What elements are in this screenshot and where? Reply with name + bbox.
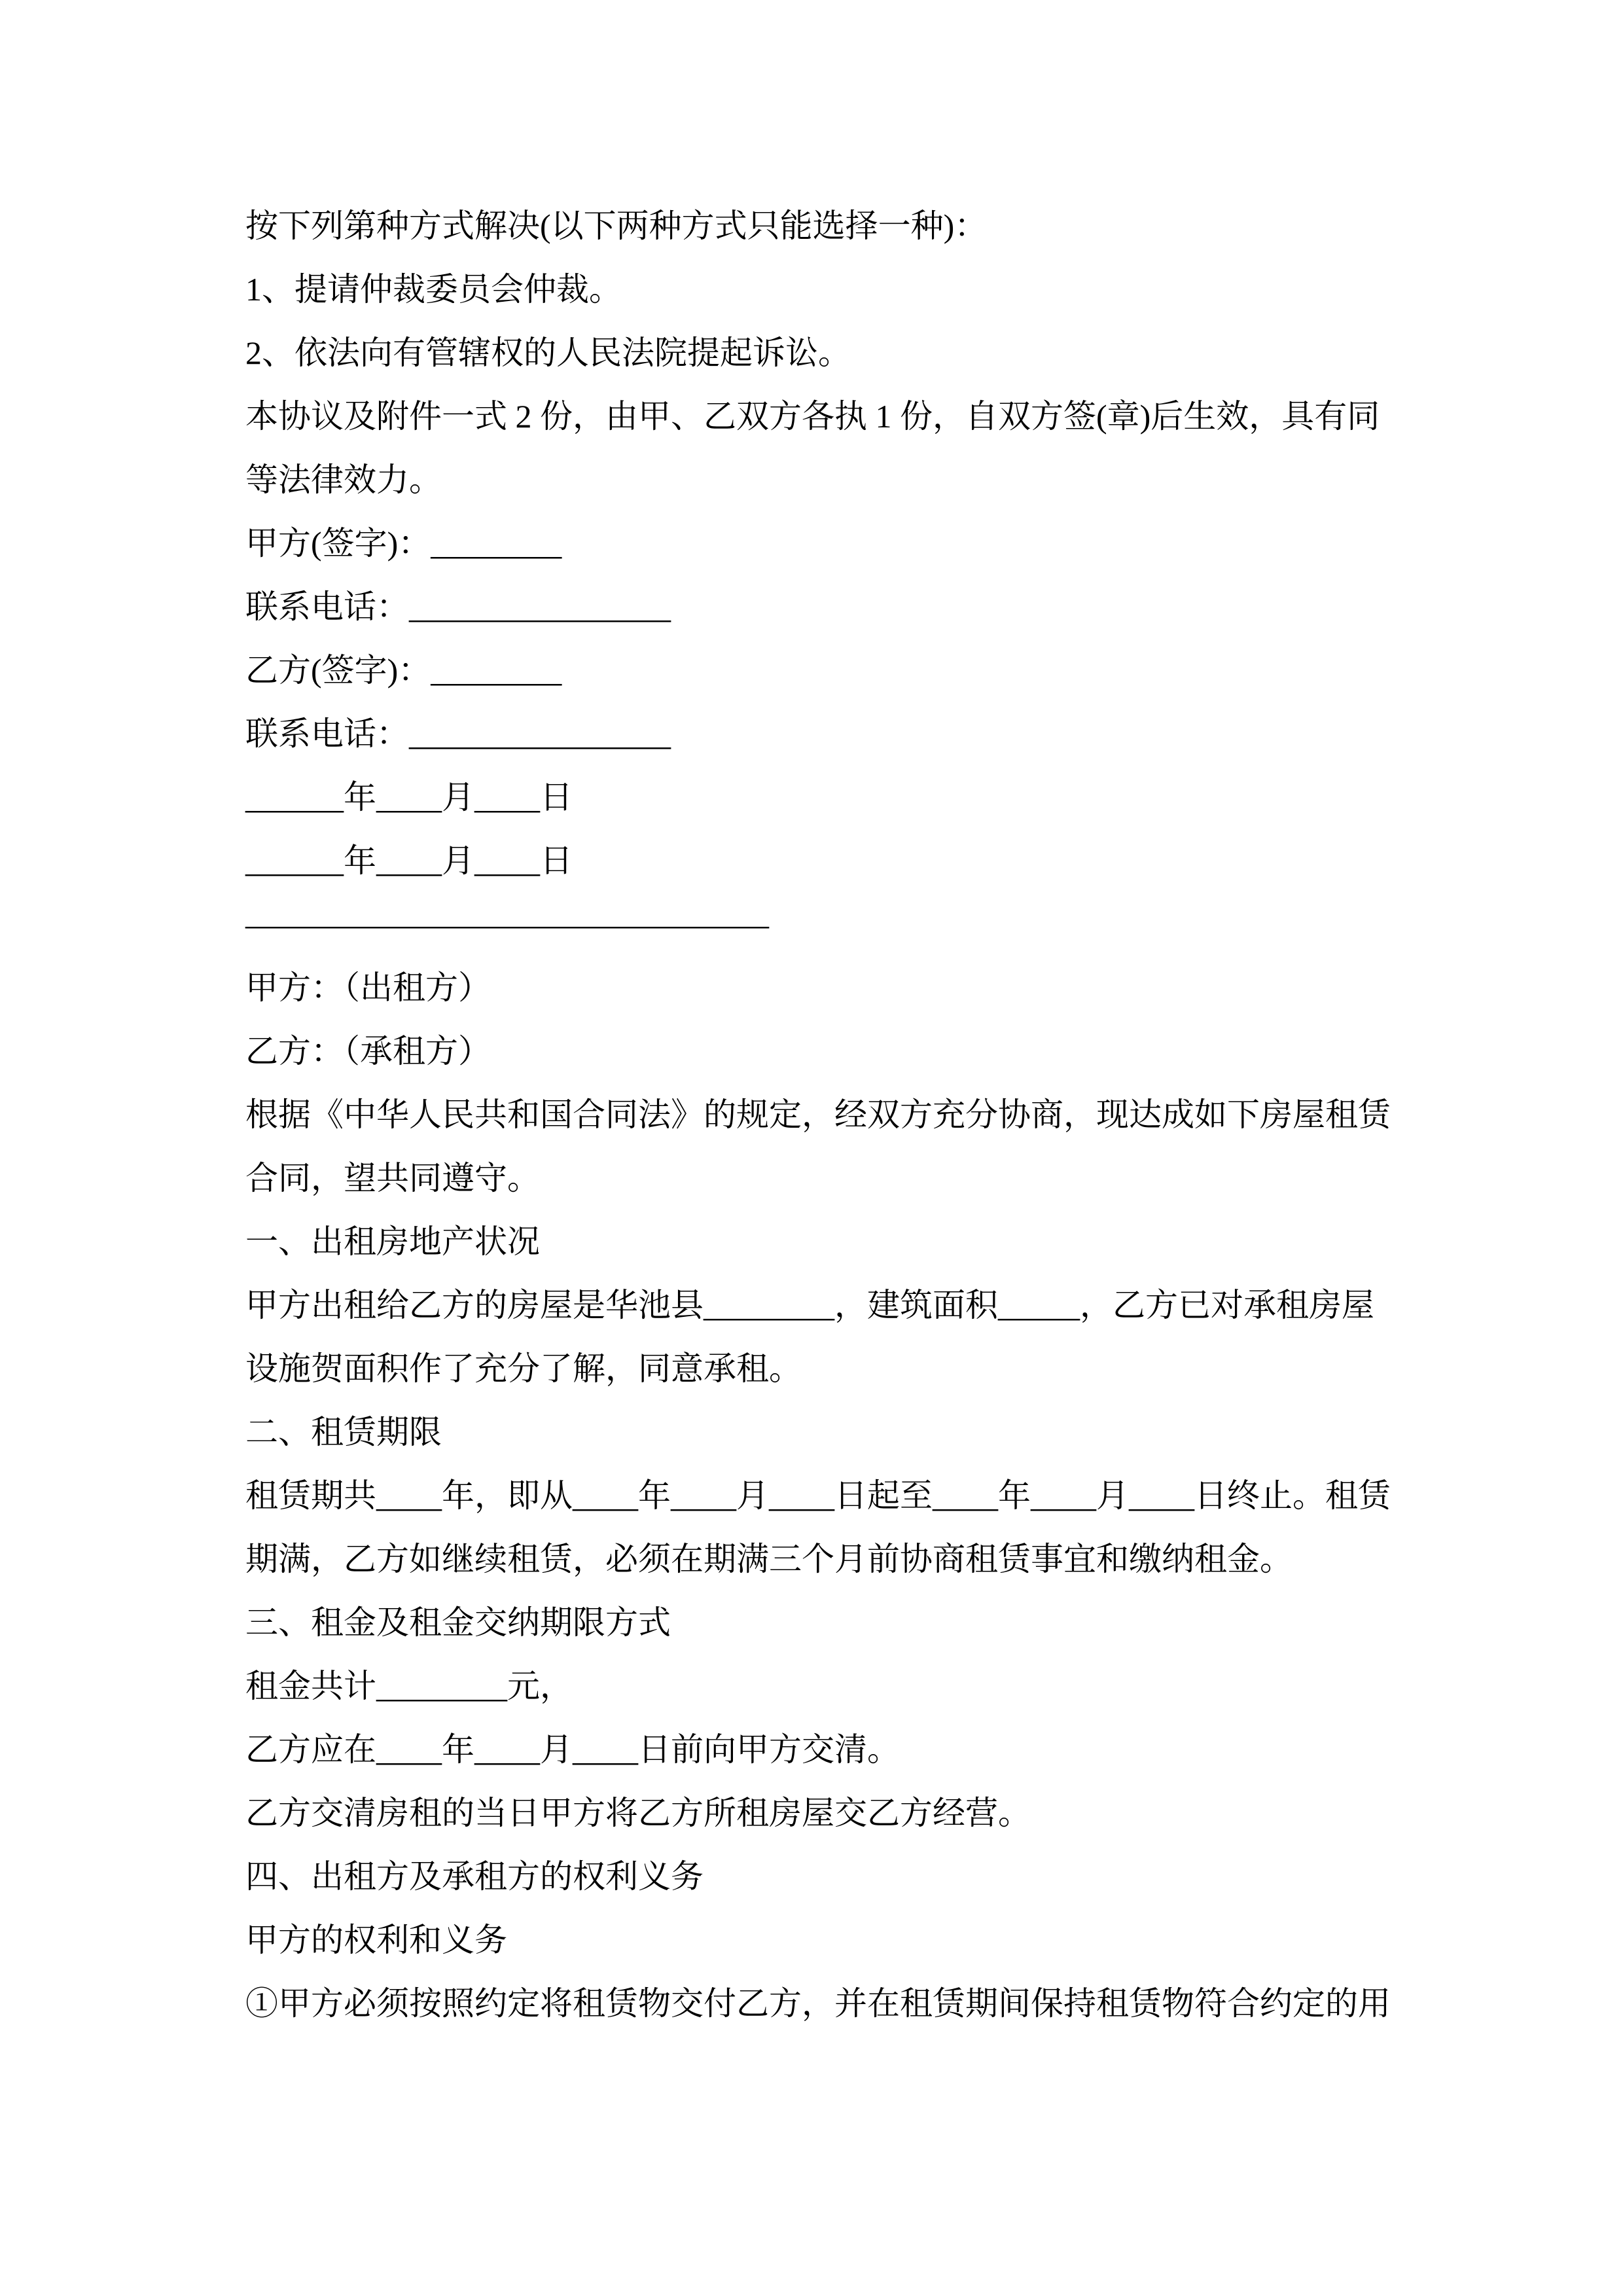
agreement-copies-line-1: 本协议及附件一式 2 份，由甲、乙双方各执 1 份，自双方签(章)后生效，具有同: [245, 398, 1380, 435]
party-b-signature-line: 乙方(签字)：________: [245, 652, 562, 689]
section-3-heading: 三、租金及租金交纳期限方式: [245, 1604, 671, 1641]
party-a-label: 甲方：（出租方）: [245, 969, 491, 1006]
party-a-rights-heading: 甲方的权利和义务: [245, 1922, 507, 1958]
date-line-1: ______年____月____日: [245, 779, 573, 816]
dispute-option-2: 2、依法向有管辖权的人民法院提起诉讼。: [245, 334, 851, 371]
dispute-option-1: 1、提请仲裁委员会仲裁。: [245, 271, 622, 308]
section-1-body-line-1: 甲方出租给乙方的房屋是华池县________，建筑面积_____，乙方已对承租房屋: [245, 1287, 1374, 1323]
section-2-heading: 二、租赁期限: [245, 1414, 442, 1450]
contract-text-block: [245, 194, 1397, 2036]
section-4-heading: 四、出租方及承租方的权利义务: [245, 1858, 704, 1895]
section-separator-dashes: ————————————————: [245, 906, 769, 942]
party-a-signature-line: 甲方(签字)：________: [245, 525, 562, 562]
section-2-body-line-1: 租赁期共____年，即从____年____月____日起至____年____月____日终止。租赁: [245, 1477, 1391, 1514]
agreement-copies-line-2: 等法律效力。: [245, 461, 442, 498]
section-3-due-date-line: 乙方应在____年____月____日前向甲方交清。: [245, 1731, 900, 1768]
clause-1-party-a-duty: ①甲方必须按照约定将租赁物交付乙方，并在租赁期间保持租赁物符合约定的用: [245, 1985, 1391, 2022]
section-3-handover-line: 乙方交清房租的当日甲方将乙方所租房屋交乙方经营。: [245, 1795, 1031, 1831]
section-2-body-line-2: 期满，乙方如继续租赁，必须在期满三个月前协商租赁事宜和缴纳租金。: [245, 1541, 1293, 1577]
preamble-line-1: 根据《中华人民共和国合同法》的规定，经双方充分协商，现达成如下房屋租赁: [245, 1096, 1391, 1133]
party-a-phone-line: 联系电话：________________: [245, 588, 671, 625]
date-line-2: ______年____月____日: [245, 842, 573, 879]
dispute-method-intro: 按下列第种方式解决(以下两种方式只能选择一种)：: [245, 207, 988, 244]
preamble-line-2: 合同，望共同遵守。: [245, 1160, 540, 1196]
party-b-label: 乙方：（承租方）: [245, 1033, 491, 1069]
party-b-phone-line: 联系电话：________________: [245, 715, 671, 752]
section-1-body-line-2: 设施贺面积作了充分了解，同意承租。: [245, 1350, 802, 1387]
section-3-rent-total-line: 租金共计________元，: [245, 1668, 573, 1704]
section-1-heading: 一、出租房地产状况: [245, 1223, 540, 1260]
